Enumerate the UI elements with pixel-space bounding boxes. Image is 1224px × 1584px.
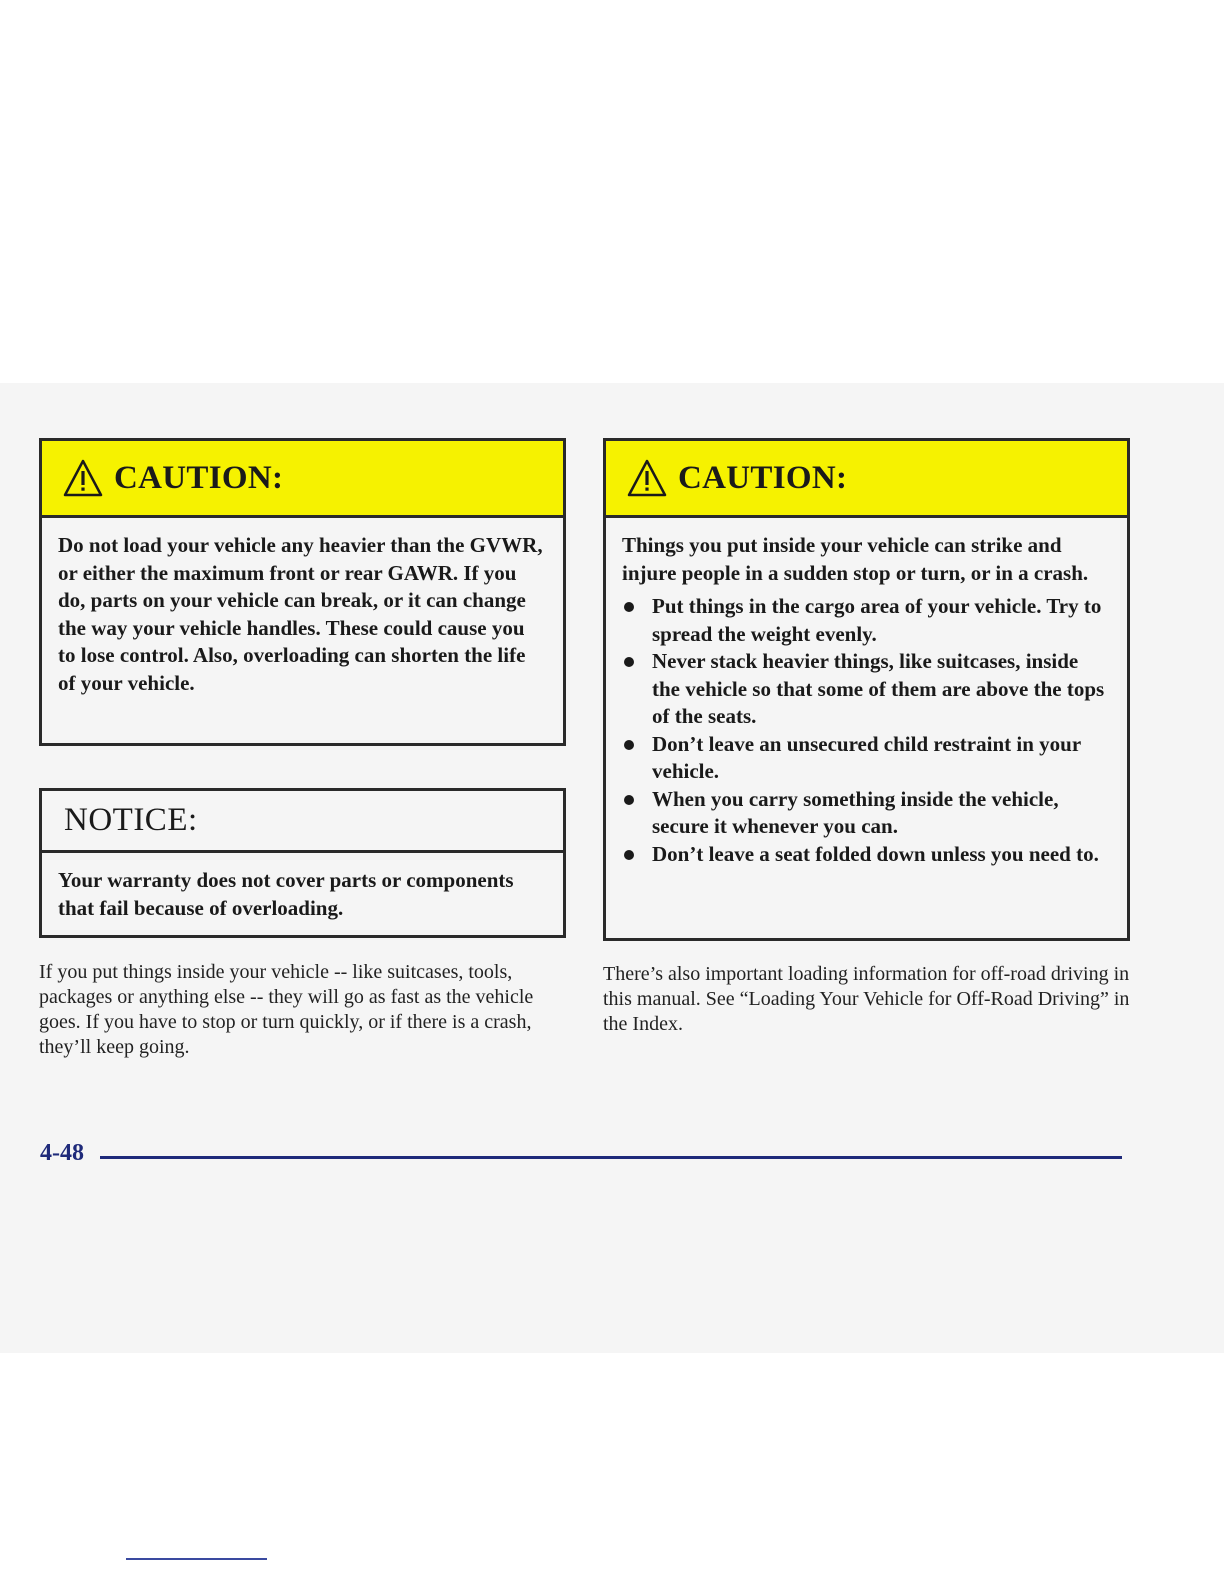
- loading-paragraph: If you put things inside your vehicle -- like suitcases, tools, packages or anything else -- they will go as fast as the vehicle goes. If you have to stop or turn quickly, or if there is a crash, they’ll keep going.: [39, 961, 534, 1058]
- bullet-icon: [624, 657, 634, 667]
- bullet-icon: [624, 795, 634, 805]
- notice-body: Your warranty does not cover parts or components that fail because of overloading.: [58, 868, 514, 920]
- bullet-icon: [624, 740, 634, 750]
- list-item: Put things in the cargo area of your vehicle. Try to spread the weight evenly.: [622, 593, 1111, 648]
- bullet-icon: [624, 850, 634, 860]
- divider: [126, 1558, 267, 1560]
- notice-box: [39, 788, 566, 938]
- footer-rule: [100, 1156, 1122, 1159]
- caution-title: CAUTION:: [114, 459, 284, 496]
- caution-body: [606, 518, 1127, 868]
- notice-title: NOTICE:: [64, 802, 198, 838]
- caution-intro: Things you put inside your vehicle can strike and injure people in a sudden stop or turn, or in a crash.: [622, 533, 1089, 585]
- warning-triangle-icon: [62, 458, 104, 498]
- list-item: When you carry something inside the vehicle, secure it whenever you can.: [622, 786, 1111, 841]
- caution-box-right: [603, 438, 1130, 941]
- caution-header: [42, 441, 563, 518]
- bullet-icon: [624, 602, 634, 612]
- caution-title: CAUTION:: [678, 459, 848, 496]
- warning-triangle-icon: [626, 458, 668, 498]
- list-item: Don’t leave a seat folded down unless you need to.: [622, 841, 1111, 869]
- page-number: 4-48: [40, 1140, 84, 1166]
- offroad-paragraph: There’s also important loading information for off-road driving in this manual. See “Loading Your Vehicle for Off-Road Driving” in the Index.: [603, 963, 1130, 1035]
- list-item: Never stack heavier things, like suitcases, inside the vehicle so that some of them are above the tops of the seats.: [622, 648, 1111, 731]
- caution-bullet-list: [622, 593, 1111, 868]
- caution-header: [606, 441, 1127, 518]
- notice-header: [42, 791, 563, 853]
- caution-body: Do not load your vehicle any heavier than the GVWR, or either the maximum front or rear GAWR. If you do, parts on your vehicle can break, or it can change the way your vehicle handles. These could cause you to lose control. Also, overloading can shorten the life of your vehicle.: [58, 533, 543, 695]
- list-item: Don’t leave an unsecured child restraint in your vehicle.: [622, 731, 1111, 786]
- caution-box-left: [39, 438, 566, 746]
